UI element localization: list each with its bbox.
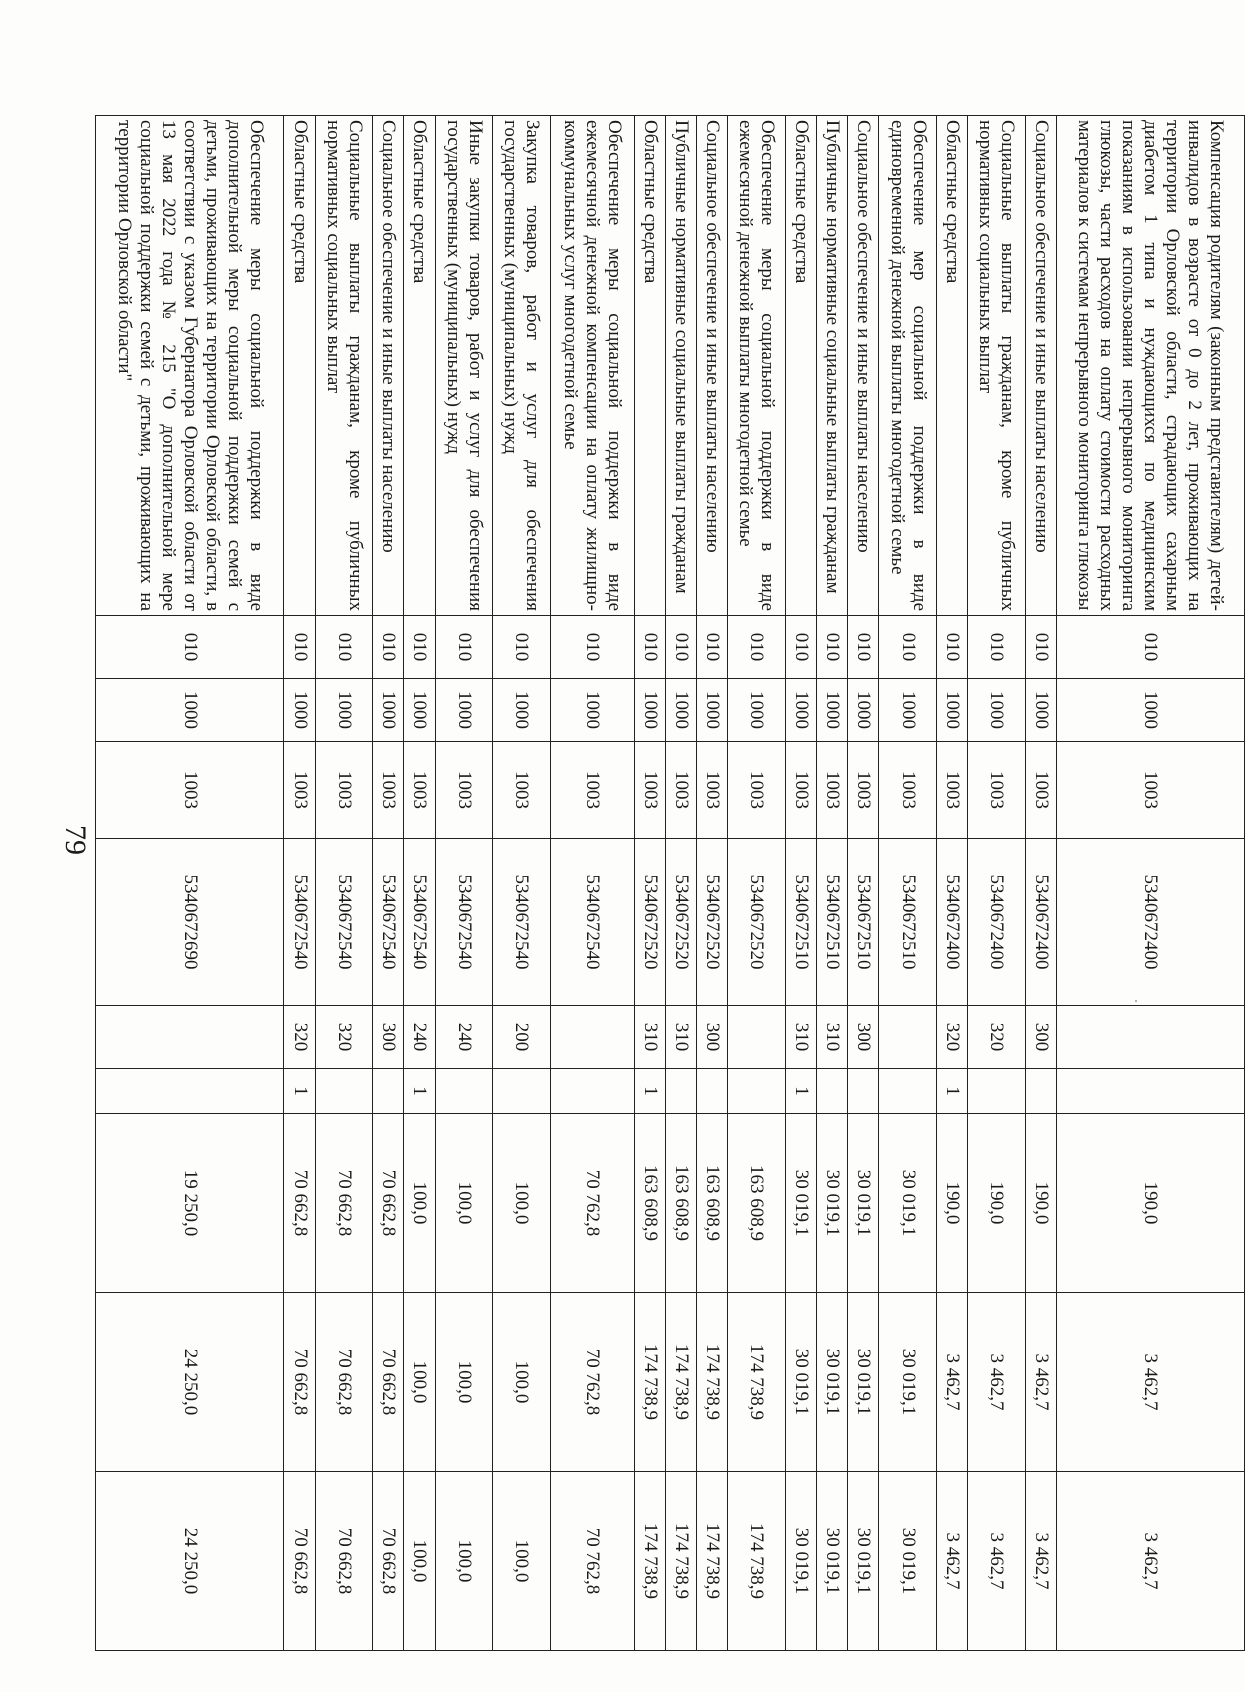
- row-subsection-code: 1003: [435, 742, 493, 839]
- row-target-article-code: 5340672510: [848, 839, 879, 1006]
- row-section-code: 1000: [634, 679, 665, 742]
- row-subsection-code: 1003: [848, 742, 879, 839]
- row-funding-source-code: 1: [936, 1069, 967, 1114]
- row-subsection-code: 1003: [665, 742, 696, 839]
- row-amount-3: 100,0: [404, 1472, 435, 1651]
- row-name: Социальные выплаты гражданам, кроме публичных нормативных социальных выплат: [315, 116, 373, 616]
- row-subsection-code: 1003: [696, 742, 727, 839]
- row-expense-type-code: 240: [404, 1006, 435, 1069]
- row-expense-type-code: [728, 1006, 786, 1069]
- row-expense-type-code: 300: [696, 1006, 727, 1069]
- row-name: Социальное обеспечение и иные выплаты населению: [696, 116, 727, 616]
- row-target-article-code: 5340672540: [315, 839, 373, 1006]
- table-row: [315, 116, 373, 1651]
- row-funding-source-code: [665, 1069, 696, 1114]
- row-amount-1: 70 662,8: [373, 1114, 404, 1293]
- row-subsection-code: 1003: [728, 742, 786, 839]
- row-subsection-code: 1003: [634, 742, 665, 839]
- row-section-code: 1000: [879, 679, 937, 742]
- row-amount-1: 70 762,8: [550, 1114, 634, 1293]
- row-amount-3: 3 462,7: [936, 1472, 967, 1651]
- table-row: [816, 116, 847, 1651]
- row-funding-source-code: [96, 1069, 284, 1114]
- row-expense-type-code: 300: [1025, 1006, 1056, 1069]
- row-section-code: 1000: [435, 679, 493, 742]
- row-subsection-code: 1003: [1056, 742, 1244, 839]
- row-grbs-code: 010: [404, 616, 435, 679]
- row-amount-1: 19 250,0: [96, 1114, 284, 1293]
- row-section-code: 1000: [665, 679, 696, 742]
- row-name: Социальное обеспечение и иные выплаты населению: [373, 116, 404, 616]
- row-target-article-code: 5340672520: [665, 839, 696, 1006]
- row-amount-1: 70 662,8: [284, 1114, 315, 1293]
- row-funding-source-code: [967, 1069, 1025, 1114]
- row-name: Социальное обеспечение и иные выплаты населению: [1025, 116, 1056, 616]
- row-name: Обеспечение меры социальной поддержки в виде ежемесячной денежной компенсации на оплату жилищно-коммунальных услуг многодетной семье: [550, 116, 634, 616]
- row-amount-1: 163 608,9: [696, 1114, 727, 1293]
- row-funding-source-code: [848, 1069, 879, 1114]
- row-amount-2: 174 738,9: [728, 1293, 786, 1472]
- row-subsection-code: 1003: [284, 742, 315, 839]
- row-subsection-code: 1003: [816, 742, 847, 839]
- row-section-code: 1000: [967, 679, 1025, 742]
- row-amount-3: 24 250,0: [96, 1472, 284, 1651]
- row-subsection-code: 1003: [967, 742, 1025, 839]
- row-name: Закупка товаров, работ и услуг для обеспечения государственных (муниципальных) нужд: [493, 116, 551, 616]
- row-section-code: 1000: [728, 679, 786, 742]
- row-amount-1: 100,0: [493, 1114, 551, 1293]
- row-funding-source-code: [373, 1069, 404, 1114]
- row-expense-type-code: 320: [315, 1006, 373, 1069]
- row-amount-3: 174 738,9: [696, 1472, 727, 1651]
- row-section-code: 1000: [1056, 679, 1244, 742]
- row-amount-1: 30 019,1: [785, 1114, 816, 1293]
- row-amount-1: 163 608,9: [665, 1114, 696, 1293]
- row-name: Социальные выплаты гражданам, кроме публичных нормативных социальных выплат: [967, 116, 1025, 616]
- row-funding-source-code: [696, 1069, 727, 1114]
- row-expense-type-code: 310: [785, 1006, 816, 1069]
- row-subsection-code: 1003: [550, 742, 634, 839]
- row-amount-1: 190,0: [967, 1114, 1025, 1293]
- row-subsection-code: 1003: [1025, 742, 1056, 839]
- row-amount-2: 3 462,7: [1025, 1293, 1056, 1472]
- row-section-code: 1000: [96, 679, 284, 742]
- table-row: [728, 116, 786, 1651]
- row-name: Областные средства: [284, 116, 315, 616]
- scan-speck: [1135, 1000, 1137, 1002]
- row-target-article-code: 5340672510: [879, 839, 937, 1006]
- table-row: [284, 116, 315, 1651]
- row-grbs-code: 010: [96, 616, 284, 679]
- row-amount-3: 3 462,7: [1025, 1472, 1056, 1651]
- row-name: Обеспечение мер социальной поддержки в виде единовременной денежной выплаты многодетной семье: [879, 116, 937, 616]
- row-grbs-code: 010: [315, 616, 373, 679]
- row-target-article-code: 5340672400: [1025, 839, 1056, 1006]
- row-target-article-code: 5340672540: [550, 839, 634, 1006]
- row-amount-3: 70 662,8: [373, 1472, 404, 1651]
- table-row: [96, 116, 284, 1651]
- row-amount-2: 30 019,1: [816, 1293, 847, 1472]
- row-name: Социальное обеспечение и иные выплаты населению: [848, 116, 879, 616]
- row-expense-type-code: [879, 1006, 937, 1069]
- row-amount-1: 190,0: [1056, 1114, 1244, 1293]
- row-grbs-code: 010: [848, 616, 879, 679]
- row-amount-1: 190,0: [936, 1114, 967, 1293]
- table-row: [550, 116, 634, 1651]
- row-grbs-code: 010: [435, 616, 493, 679]
- row-grbs-code: 010: [284, 616, 315, 679]
- row-target-article-code: 5340672540: [373, 839, 404, 1006]
- row-section-code: 1000: [696, 679, 727, 742]
- row-amount-3: 70 762,8: [550, 1472, 634, 1651]
- row-amount-2: 70 662,8: [284, 1293, 315, 1472]
- row-section-code: 1000: [848, 679, 879, 742]
- row-section-code: 1000: [315, 679, 373, 742]
- row-funding-source-code: 1: [785, 1069, 816, 1114]
- row-funding-source-code: [728, 1069, 786, 1114]
- row-subsection-code: 1003: [936, 742, 967, 839]
- row-amount-2: 3 462,7: [936, 1293, 967, 1472]
- row-amount-3: 70 662,8: [315, 1472, 373, 1651]
- row-target-article-code: 5340672540: [404, 839, 435, 1006]
- row-grbs-code: 010: [816, 616, 847, 679]
- row-section-code: 1000: [404, 679, 435, 742]
- row-amount-2: 70 762,8: [550, 1293, 634, 1472]
- row-grbs-code: 010: [879, 616, 937, 679]
- row-expense-type-code: 300: [373, 1006, 404, 1069]
- row-name: Компенсация родителям (законным представителям) детей-инвалидов в возрасте от 0 до 2 лет, проживающих на территории Орловской области, страдающих сахарным диабетом 1 типа и нуждающихся по медицинским показаниям в использовании непрерывного мониторинга глюкозы, части расходов на оплату стоимости расходных материалов к системам непрерывного мониторинга глюкозы: [1056, 116, 1244, 616]
- row-grbs-code: 010: [665, 616, 696, 679]
- table-row: [634, 116, 665, 1651]
- row-target-article-code: 5340672510: [785, 839, 816, 1006]
- row-target-article-code: 5340672510: [816, 839, 847, 1006]
- row-funding-source-code: [816, 1069, 847, 1114]
- row-grbs-code: 010: [785, 616, 816, 679]
- row-subsection-code: 1003: [879, 742, 937, 839]
- row-expense-type-code: 240: [435, 1006, 493, 1069]
- row-target-article-code: 5340672540: [435, 839, 493, 1006]
- row-name: Областные средства: [785, 116, 816, 616]
- row-expense-type-code: 300: [848, 1006, 879, 1069]
- row-amount-1: 190,0: [1025, 1114, 1056, 1293]
- row-grbs-code: 010: [696, 616, 727, 679]
- row-subsection-code: 1003: [785, 742, 816, 839]
- row-amount-3: 3 462,7: [967, 1472, 1025, 1651]
- table-row: [785, 116, 816, 1651]
- row-amount-3: 30 019,1: [879, 1472, 937, 1651]
- table-row: [435, 116, 493, 1651]
- table-row: [848, 116, 879, 1651]
- row-name: Публичные нормативные социальные выплаты гражданам: [665, 116, 696, 616]
- row-grbs-code: 010: [967, 616, 1025, 679]
- row-expense-type-code: 310: [665, 1006, 696, 1069]
- row-amount-2: 174 738,9: [665, 1293, 696, 1472]
- row-amount-1: 70 662,8: [315, 1114, 373, 1293]
- row-target-article-code: 5340672520: [728, 839, 786, 1006]
- row-funding-source-code: 1: [404, 1069, 435, 1114]
- row-funding-source-code: [1056, 1069, 1244, 1114]
- row-name: Областные средства: [404, 116, 435, 616]
- row-target-article-code: 5340672540: [493, 839, 551, 1006]
- row-amount-2: 3 462,7: [967, 1293, 1025, 1472]
- row-amount-2: 30 019,1: [848, 1293, 879, 1472]
- row-expense-type-code: 320: [936, 1006, 967, 1069]
- row-expense-type-code: [1056, 1006, 1244, 1069]
- row-subsection-code: 1003: [493, 742, 551, 839]
- row-amount-2: 30 019,1: [785, 1293, 816, 1472]
- row-amount-3: 30 019,1: [848, 1472, 879, 1651]
- table-row: [967, 116, 1025, 1651]
- row-grbs-code: 010: [728, 616, 786, 679]
- row-target-article-code: 5340672520: [696, 839, 727, 1006]
- row-funding-source-code: 1: [634, 1069, 665, 1114]
- row-subsection-code: 1003: [315, 742, 373, 839]
- row-expense-type-code: 310: [816, 1006, 847, 1069]
- row-funding-source-code: [493, 1069, 551, 1114]
- row-section-code: 1000: [816, 679, 847, 742]
- row-target-article-code: 5340672400: [967, 839, 1025, 1006]
- row-amount-3: 100,0: [435, 1472, 493, 1651]
- row-target-article-code: 5340672540: [284, 839, 315, 1006]
- row-funding-source-code: 1: [284, 1069, 315, 1114]
- row-amount-2: 174 738,9: [634, 1293, 665, 1472]
- row-amount-1: 30 019,1: [848, 1114, 879, 1293]
- row-grbs-code: 010: [550, 616, 634, 679]
- row-grbs-code: 010: [1056, 616, 1244, 679]
- budget-table-rotated: [95, 115, 1245, 1650]
- row-amount-3: 30 019,1: [816, 1472, 847, 1651]
- row-amount-1: 163 608,9: [634, 1114, 665, 1293]
- row-grbs-code: 010: [493, 616, 551, 679]
- row-section-code: 1000: [493, 679, 551, 742]
- row-target-article-code: 5340672400: [1056, 839, 1244, 1006]
- row-amount-1: 100,0: [404, 1114, 435, 1293]
- row-expense-type-code: [96, 1006, 284, 1069]
- row-subsection-code: 1003: [373, 742, 404, 839]
- table-row: [404, 116, 435, 1651]
- row-target-article-code: 5340672690: [96, 839, 284, 1006]
- row-amount-2: 3 462,7: [1056, 1293, 1244, 1472]
- row-funding-source-code: [315, 1069, 373, 1114]
- row-funding-source-code: [435, 1069, 493, 1114]
- budget-table: [95, 115, 1245, 1651]
- row-amount-1: 30 019,1: [879, 1114, 937, 1293]
- table-row: [1025, 116, 1056, 1651]
- row-subsection-code: 1003: [404, 742, 435, 839]
- row-amount-2: 100,0: [404, 1293, 435, 1472]
- table-row: [1056, 116, 1244, 1651]
- row-target-article-code: 5340672400: [936, 839, 967, 1006]
- row-name: Иные закупки товаров, работ и услуг для обеспечения государственных (муниципальных) нужд: [435, 116, 493, 616]
- table-row: [936, 116, 967, 1651]
- row-amount-2: 24 250,0: [96, 1293, 284, 1472]
- row-amount-1: 100,0: [435, 1114, 493, 1293]
- row-expense-type-code: 320: [284, 1006, 315, 1069]
- row-expense-type-code: 320: [967, 1006, 1025, 1069]
- row-amount-3: 174 738,9: [634, 1472, 665, 1651]
- row-amount-3: 174 738,9: [728, 1472, 786, 1651]
- row-amount-2: 70 662,8: [315, 1293, 373, 1472]
- row-subsection-code: 1003: [96, 742, 284, 839]
- row-expense-type-code: [550, 1006, 634, 1069]
- row-amount-3: 174 738,9: [665, 1472, 696, 1651]
- row-funding-source-code: [879, 1069, 937, 1114]
- row-name: Областные средства: [634, 116, 665, 616]
- row-section-code: 1000: [1025, 679, 1056, 742]
- row-section-code: 1000: [284, 679, 315, 742]
- row-grbs-code: 010: [634, 616, 665, 679]
- row-amount-1: 30 019,1: [816, 1114, 847, 1293]
- row-amount-2: 174 738,9: [696, 1293, 727, 1472]
- row-amount-3: 3 462,7: [1056, 1472, 1244, 1651]
- row-section-code: 1000: [936, 679, 967, 742]
- row-amount-2: 30 019,1: [879, 1293, 937, 1472]
- table-row: [879, 116, 937, 1651]
- table-row: [493, 116, 551, 1651]
- row-amount-3: 70 662,8: [284, 1472, 315, 1651]
- row-amount-2: 70 662,8: [373, 1293, 404, 1472]
- row-amount-1: 163 608,9: [728, 1114, 786, 1293]
- row-section-code: 1000: [785, 679, 816, 742]
- row-expense-type-code: 310: [634, 1006, 665, 1069]
- row-amount-2: 100,0: [435, 1293, 493, 1472]
- row-grbs-code: 010: [1025, 616, 1056, 679]
- table-row: [373, 116, 404, 1651]
- table-row: [696, 116, 727, 1651]
- row-target-article-code: 5340672520: [634, 839, 665, 1006]
- row-amount-3: 100,0: [493, 1472, 551, 1651]
- row-expense-type-code: 200: [493, 1006, 551, 1069]
- row-name: Областные средства: [936, 116, 967, 616]
- table-row: [665, 116, 696, 1651]
- row-section-code: 1000: [373, 679, 404, 742]
- row-amount-3: 30 019,1: [785, 1472, 816, 1651]
- row-funding-source-code: [1025, 1069, 1056, 1114]
- row-name: Обеспечение меры социальной поддержки в виде дополнительной меры социальной поддержки семей с детьми, проживающих на территории Орловской области, в соответствии с указом Губернатора Орловской области от 13 мая 2022 года № 215 "О дополнительной мере социальной поддержки семей с детьми, проживающих на территории Орловской области": [96, 116, 284, 616]
- row-section-code: 1000: [550, 679, 634, 742]
- row-name: Обеспечение меры социальной поддержки в виде ежемесячной денежной выплаты многодетной семье: [728, 116, 786, 616]
- row-grbs-code: 010: [936, 616, 967, 679]
- row-name: Публичные нормативные социальные выплаты гражданам: [816, 116, 847, 616]
- page-number: 79: [59, 825, 92, 855]
- row-amount-2: 100,0: [493, 1293, 551, 1472]
- row-grbs-code: 010: [373, 616, 404, 679]
- row-funding-source-code: [550, 1069, 634, 1114]
